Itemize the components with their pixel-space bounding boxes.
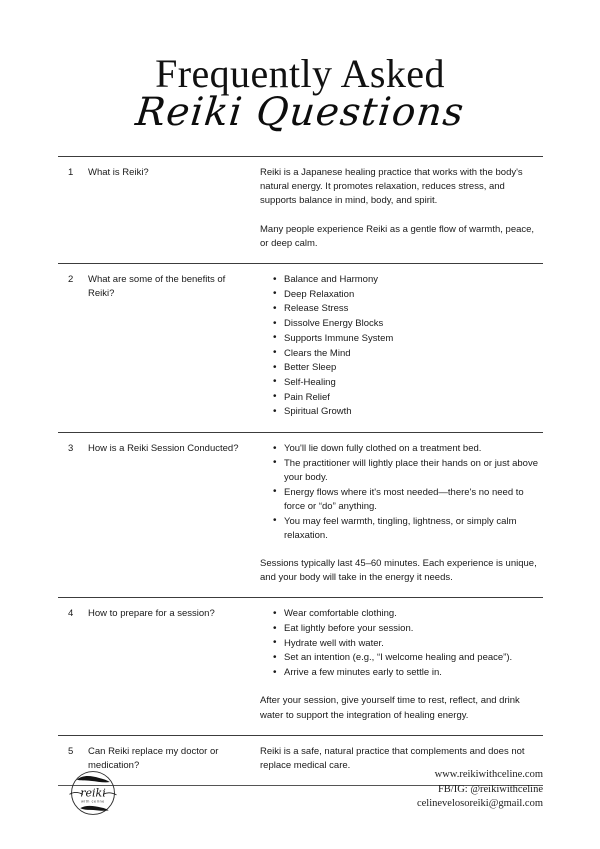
table-row (58, 598, 543, 734)
list-item: • Dissolve Energy Blocks (274, 317, 543, 331)
list-item: • Arrive a few minutes early to settle in. (274, 666, 543, 680)
row-number: 5 (68, 745, 74, 757)
row-question: What is Reiki? (88, 167, 149, 178)
answer-paragraph: Reiki is a Japanese healing practice that works with the body's natural energy. It promotes relaxation, reduces stress, and supports balance in mind, body, and spirit. (260, 167, 523, 207)
list-item: • Supports Immune System (274, 332, 543, 346)
list-item: • Set an intention (e.g., “I welcome healing and peace”). (274, 651, 543, 665)
table-row (58, 433, 543, 597)
answer-paragraph: Many people experience Reiki as a gentle flow of warmth, peace, or deep calm. (260, 223, 535, 249)
page-title-line-2: Reiki Questions (133, 90, 467, 135)
table-row (58, 157, 543, 263)
answer-closing-paragraph: Sessions typically last 45–60 minutes. Each experience is unique, and your body will take in the energy it needs. (260, 557, 537, 584)
row-question: What are some of the benefits of Reiki? (88, 274, 226, 300)
row-answer (260, 607, 543, 722)
contact-website[interactable]: www.reikiwithceline.com (434, 769, 543, 780)
list-item: • Deep Relaxation (274, 288, 543, 302)
row-number: 3 (68, 443, 74, 455)
logo-subtitle-text: with celine (81, 799, 105, 804)
list-item: • Energy flows where it's most needed—there's no need to force or “do” anything. (274, 486, 543, 514)
row-number: 4 (68, 608, 74, 620)
page-footer (58, 762, 543, 822)
table-row (58, 264, 543, 432)
page-title (0, 0, 600, 134)
list-item: • Eat lightly before your session. (274, 622, 543, 636)
row-number: 2 (68, 274, 74, 286)
answer-bullet-list (260, 273, 543, 420)
list-item: • Wear comfortable clothing. (274, 607, 543, 621)
page-title-line-1: Frequently Asked (155, 51, 445, 96)
row-number: 1 (68, 167, 74, 178)
list-item: • You may feel warmth, tingling, lightness, or simply calm relaxation. (274, 515, 543, 543)
list-item: • Spiritual Growth (274, 405, 543, 419)
logo-script-text: reiki (80, 786, 106, 800)
contact-social[interactable]: FB/IG: @reikiwithceline (437, 783, 543, 795)
list-item: • Release Stress (274, 302, 543, 316)
faq-table (58, 156, 543, 786)
list-item: • Self-Healing (274, 376, 543, 390)
list-item: • Hydrate well with water. (274, 637, 543, 651)
answer-closing-paragraph: After your session, give yourself time to rest, reflect, and drink water to support the integration of healing energy. (260, 695, 520, 721)
row-question: How to prepare for a session? (88, 608, 215, 620)
row-answer (260, 442, 543, 585)
row-answer (260, 273, 543, 420)
brand-logo (64, 764, 122, 822)
list-item: • Balance and Harmony (274, 273, 543, 287)
list-item: • Better Sleep (274, 361, 543, 375)
row-question: How is a Reiki Session Conducted? (88, 443, 239, 455)
list-item: • You'll lie down fully clothed on a treatment bed. (274, 442, 543, 456)
contact-email[interactable]: celinevelosoreiki@gmail.com (416, 798, 543, 809)
answer-bullet-list (260, 442, 543, 543)
answer-paragraph: Reiki is a safe, natural practice that complements and does not replace medical care. (260, 745, 525, 771)
contact-info (417, 762, 543, 812)
list-item: • Pain Relief (274, 391, 543, 405)
list-item: • Clears the Mind (274, 347, 543, 361)
row-answer (260, 166, 543, 251)
answer-bullet-list (260, 607, 543, 680)
list-item: • The practitioner will lightly place their hands on or just above your body. (274, 457, 543, 485)
row-question: Can Reiki replace my doctor or medication? (88, 745, 219, 771)
